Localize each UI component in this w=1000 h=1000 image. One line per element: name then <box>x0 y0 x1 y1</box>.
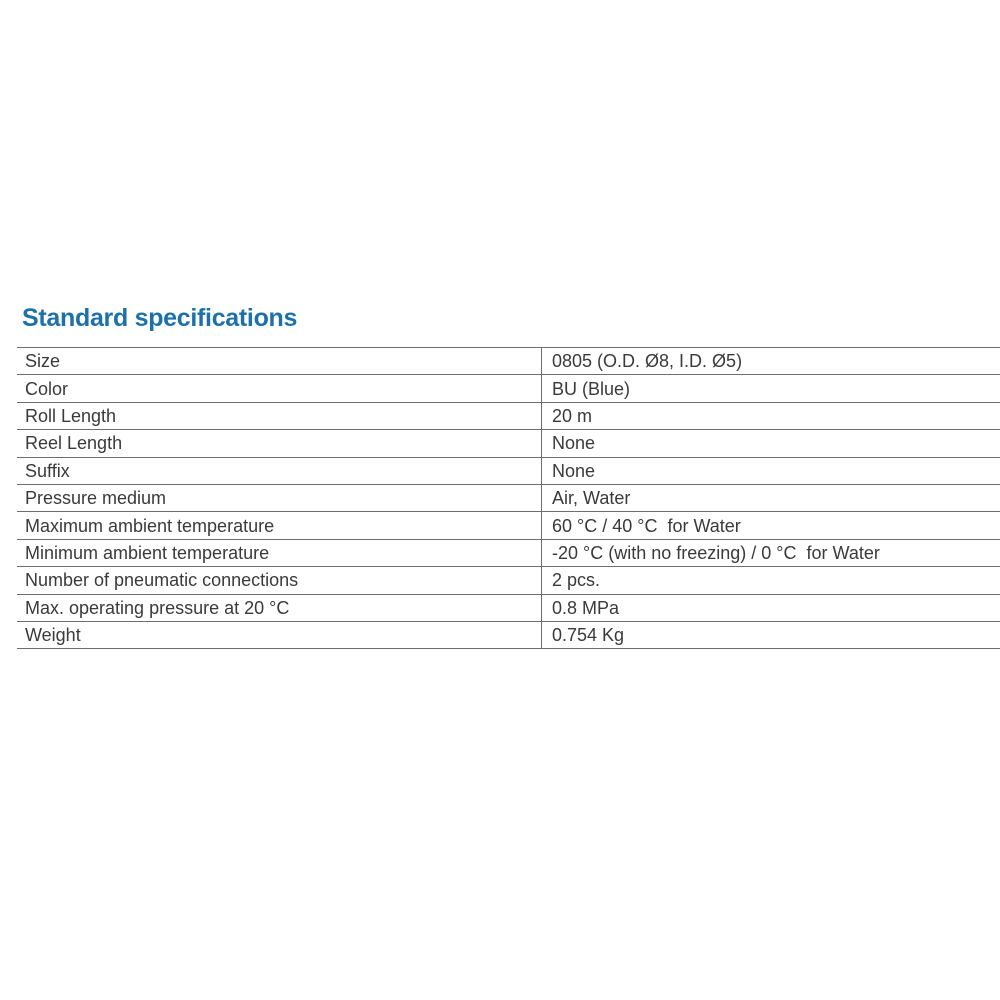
table-row <box>17 594 1000 621</box>
spec-value: -20 °C (with no freezing) / 0 °C for Water <box>542 539 1000 566</box>
table-row <box>17 375 1000 402</box>
table-row <box>17 348 1000 375</box>
spec-value: 0.754 Kg <box>542 621 1000 648</box>
table-row <box>17 484 1000 511</box>
table-row <box>17 567 1000 594</box>
table-row <box>17 457 1000 484</box>
spec-label: Minimum ambient temperature <box>17 539 542 566</box>
spec-value: None <box>542 457 1000 484</box>
spec-value: 60 °C / 40 °C for Water <box>542 512 1000 539</box>
spec-label: Color <box>17 375 542 402</box>
spec-label: Pressure medium <box>17 484 542 511</box>
table-row <box>17 402 1000 429</box>
spec-value: 0805 (O.D. Ø8, I.D. Ø5) <box>542 348 1000 375</box>
table-row <box>17 539 1000 566</box>
spec-label: Size <box>17 348 542 375</box>
spec-value: 0.8 MPa <box>542 594 1000 621</box>
spec-label: Max. operating pressure at 20 °C <box>17 594 542 621</box>
section-title: Standard specifications <box>22 304 298 332</box>
spec-label: Weight <box>17 621 542 648</box>
spec-value: 2 pcs. <box>542 567 1000 594</box>
spec-label: Roll Length <box>17 402 542 429</box>
table-row <box>17 512 1000 539</box>
spec-value: Air, Water <box>542 484 1000 511</box>
spec-label: Number of pneumatic connections <box>17 567 542 594</box>
spec-label: Reel Length <box>17 430 542 457</box>
specifications-table <box>17 347 1000 649</box>
spec-label: Suffix <box>17 457 542 484</box>
spec-value: BU (Blue) <box>542 375 1000 402</box>
spec-value: 20 m <box>542 402 1000 429</box>
spec-value: None <box>542 430 1000 457</box>
spec-label: Maximum ambient temperature <box>17 512 542 539</box>
table-row <box>17 621 1000 648</box>
table-row <box>17 430 1000 457</box>
